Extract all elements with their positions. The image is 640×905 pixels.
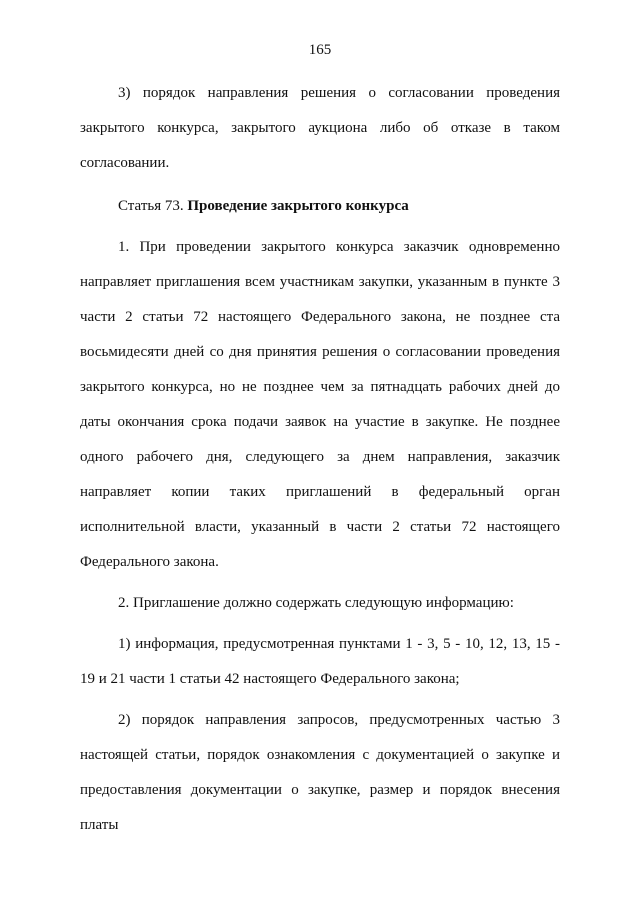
paragraph-part-2: 2. Приглашение должно содержать следующую информацию: bbox=[118, 595, 514, 611]
paragraph-item-3: 3) порядок направления решения о согласовании проведения закрытого конкурса, закрытого аукциона либо об отказе в таком согласовании. bbox=[80, 85, 560, 171]
page-number: 165 bbox=[308, 42, 332, 58]
paragraph-part-1: 1. При проведении закрытого конкурса заказчик одновременно направляет приглашения всем участникам закупки, указанным в пункте 3 части 2 статьи 72 настоящего Федерального закона, не позднее ста восьмидесяти дней со дня принятия решения о согласовании проведения закрытого конкурса, но не позднее чем за пятнадцать рабочих дней до даты окончания срока подачи заявок на участие в закупке. Не позднее одного рабочего дня, следующего за днем направления, заказчик направляет копии таких приглашений в федеральный орган исполнительной власти, указанный в части 2 статьи 72 настоящего Федерального закона. bbox=[80, 239, 560, 570]
paragraph-subitem-2: 2) порядок направления запросов, предусмотренных частью 3 настоящей статьи, порядок ознакомления с документацией о закупке и предоставления документации о закупке, размер и порядок внесения платы bbox=[80, 712, 560, 833]
document-body bbox=[80, 76, 560, 843]
paragraph-subitem-1: 1) информация, предусмотренная пунктами 1 - 3, 5 - 10, 12, 13, 15 - 19 и 21 части 1 статьи 42 настоящего Федерального закона; bbox=[80, 636, 560, 687]
article-title: Проведение закрытого конкурса bbox=[187, 198, 409, 214]
article-number: Статья 73. bbox=[118, 198, 188, 214]
article-heading bbox=[80, 189, 560, 224]
